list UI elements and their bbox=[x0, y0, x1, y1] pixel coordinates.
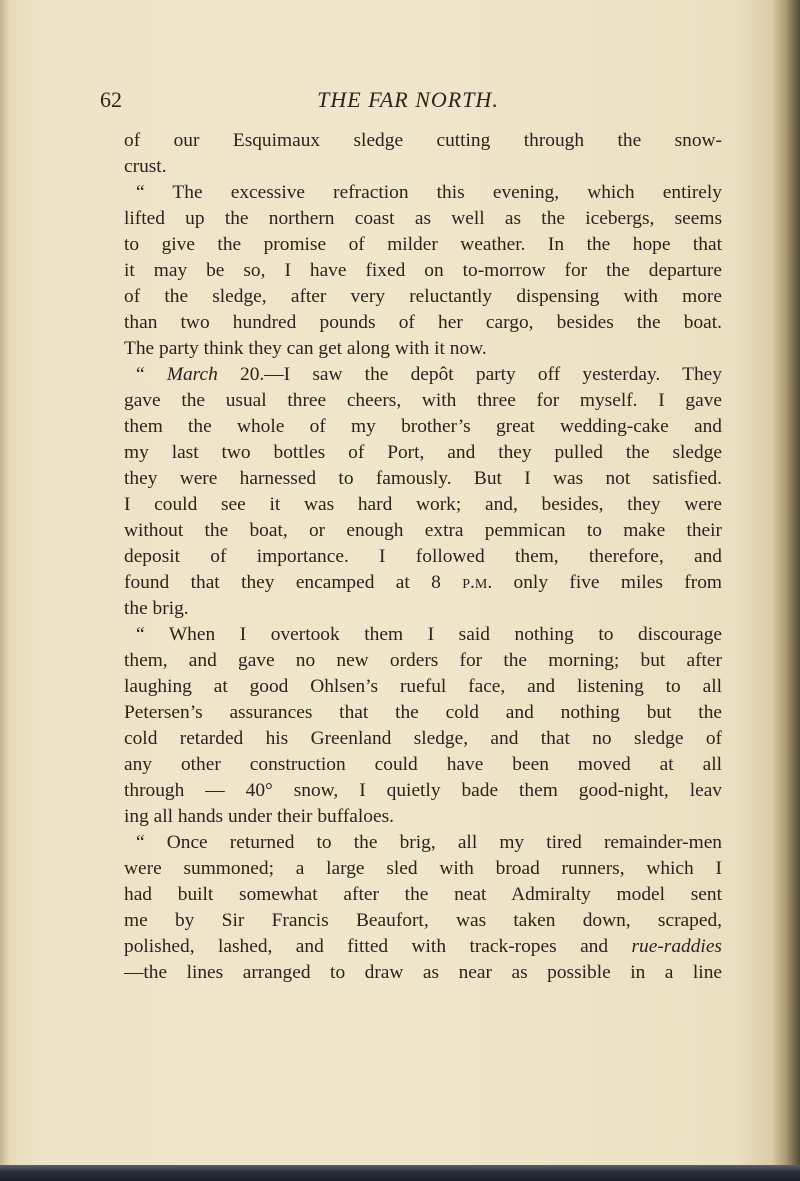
line-part: polished, lashed, and fitted with track-ropes and bbox=[124, 936, 609, 957]
text-line: my last two bottles of Port, and they pulled the sledge bbox=[124, 442, 722, 463]
text-line: without the boat, or enough extra pemmican to make their bbox=[124, 520, 722, 541]
text-line: any other construction could have been moved at all bbox=[124, 754, 722, 775]
page-edge-shadow bbox=[772, 0, 800, 1181]
line-part: found that they encamped at 8 bbox=[124, 572, 463, 593]
date-italic: March bbox=[166, 364, 218, 385]
text-line: than two hundred pounds of her cargo, besides the boat. bbox=[124, 312, 722, 333]
text-line: them the whole of my brother’s great wedding-cake and bbox=[124, 416, 722, 437]
text-line: ing all hands under their buffaloes. bbox=[124, 806, 394, 827]
page-number: 62 bbox=[100, 87, 122, 112]
text-line: “ The excessive refraction this evening, which entirely bbox=[136, 182, 722, 203]
text-line: me by Sir Francis Beaufort, was taken down, scraped, bbox=[124, 910, 722, 931]
text-line: I could see it was hard work; and, besides, they were bbox=[124, 494, 722, 515]
body-text bbox=[124, 128, 722, 986]
text-line: lifted up the northern coast as well as the icebergs, seems bbox=[124, 208, 722, 229]
line-rest: 20.—I saw the depôt party off yesterday. They bbox=[217, 364, 722, 385]
text-line: —the lines arranged to draw as near as possible in a line bbox=[124, 962, 722, 983]
term-italic: rue-raddies bbox=[631, 936, 722, 957]
text-line: it may be so, I have fixed on to-morrow for the departure bbox=[124, 260, 722, 281]
text-line: laughing at good Ohlsen’s rueful face, and listening to all bbox=[124, 676, 722, 697]
text-line: them, and gave no new orders for the morning; but after bbox=[124, 650, 722, 671]
text-line bbox=[124, 570, 722, 596]
text-line bbox=[124, 362, 722, 388]
text-line: were summoned; a large sled with broad runners, which I bbox=[124, 858, 722, 879]
text-line: the brig. bbox=[124, 598, 189, 619]
time-smallcaps: p.m. bbox=[462, 572, 493, 593]
text-line: “ Once returned to the brig, all my tired remainder-men bbox=[136, 832, 722, 853]
page-gutter-shadow bbox=[0, 0, 10, 1181]
text-line: of the sledge, after very reluctantly dispensing with more bbox=[124, 286, 722, 307]
text-line: gave the usual three cheers, with three for myself. I gave bbox=[124, 390, 722, 411]
text-line: cold retarded his Greenland sledge, and that no sledge of bbox=[124, 728, 722, 749]
text-line: had built somewhat after the neat Admiralty model sent bbox=[124, 884, 722, 905]
text-line: of our Esquimaux sledge cutting through the snow- bbox=[124, 130, 722, 151]
text-line: crust. bbox=[124, 156, 167, 177]
text-line: through — 40° snow, I quietly bade them good-night, leav bbox=[124, 780, 722, 801]
text-line: they were harnessed to famously. But I was not satisfied. bbox=[124, 468, 722, 489]
text-line: The party think they can get along with it now. bbox=[124, 338, 487, 359]
text-line: Petersen’s assurances that the cold and nothing but the bbox=[124, 702, 722, 723]
running-title: THE FAR NORTH. bbox=[317, 87, 499, 112]
text-line: deposit of importance. I followed them, therefore, and bbox=[124, 546, 722, 567]
running-head bbox=[98, 86, 718, 114]
text-line: “ When I overtook them I said nothing to discourage bbox=[136, 624, 722, 645]
text-line bbox=[124, 934, 722, 960]
line-part: only five miles from bbox=[492, 572, 722, 593]
line-prefix: “ bbox=[136, 364, 167, 385]
text-line: to give the promise of milder weather. In the hope that bbox=[124, 234, 722, 255]
scan-bottom-edge bbox=[0, 1165, 800, 1181]
